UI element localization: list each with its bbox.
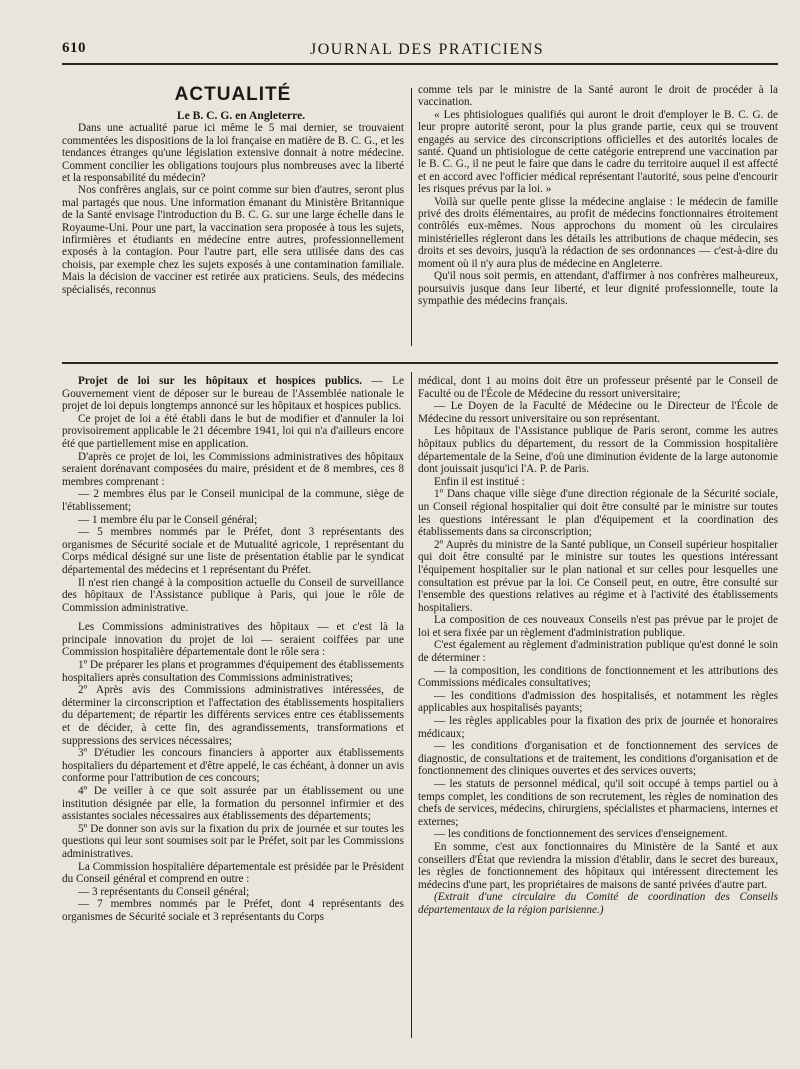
paragraph xyxy=(62,823,404,861)
paragraph xyxy=(418,828,778,841)
paragraph-text: 3º D'étudier les concours financiers à apporter aux établissements hospitaliers du département et d'être appelé, le cas échéant, à donner un avis conforme pour l'attribution de ces concours; xyxy=(62,747,404,785)
paragraph xyxy=(418,639,778,664)
paragraph-text: — les conditions d'admission des hospitalisés, et notamment les règles applicables aux hospitalisés payants; xyxy=(418,689,778,715)
rubric-title: ACTUALITÉ xyxy=(174,84,292,105)
paragraph xyxy=(418,375,778,400)
paragraph xyxy=(62,886,404,899)
actualite-right-column xyxy=(418,84,778,307)
paragraph xyxy=(62,747,404,785)
paragraph xyxy=(418,614,778,639)
paragraph-text: 1º Dans chaque ville siège d'une direction régionale de la Sécurité sociale, un Conseil régional hospitalier qui doit être consulté par le ministre sur toutes les questions intéressant le plan d'équipement et la coordination des établissements dans sa circonscription; xyxy=(418,488,778,539)
paragraph xyxy=(62,375,404,413)
section-title: Projet de loi sur les hôpitaux et hospices publics. xyxy=(78,375,363,387)
paragraph xyxy=(62,488,404,513)
paragraph xyxy=(418,488,778,538)
paragraph-text: Enfin il est institué : xyxy=(434,475,525,488)
paragraph xyxy=(62,526,404,576)
paragraph-text: (Extrait d'une circulaire du Comité de coordination des Conseils départementaux de la région parisienne.) xyxy=(418,891,778,916)
paragraph-text: — Le Gouvernement vient de déposer sur le bureau de l'Assemblée nationale le projet de loi depuis longtemps annoncé sur les hôpitaux et hospices publics. xyxy=(62,375,404,413)
page-header xyxy=(62,40,778,62)
paragraph xyxy=(418,476,778,489)
paragraph-text: Ce projet de loi a été établi dans le but de modifier et d'annuler la loi provisoirement applicable le 21 décembre 1941, loi qui n'a d'ailleurs encore été que partiellement mise en application. xyxy=(62,412,404,450)
paragraph xyxy=(62,861,404,886)
section-divider xyxy=(62,362,778,364)
paragraph: Qu'il nous soit permis, en attendant, d'affirmer à nos confrères malheureux, poursuivis jusque dans leur liberté, et leur dignité professionnelle, toute la sympathie des médecins français. xyxy=(418,270,778,307)
paragraph xyxy=(418,690,778,715)
header-rule xyxy=(62,63,778,65)
paragraph-text: En somme, c'est aux fonctionnaires du Ministère de la Santé et aux conseillers d'État que reviendra la mission d'établir, dans le secret des bureaux, les règles de fonctionnement des hôpitaux qui intéressent directement les médecins d'une part, les propriétaires de maisons de santé privées d'autre part. xyxy=(418,840,778,891)
paragraph xyxy=(62,898,404,923)
paragraph-text: — les conditions d'organisation et de fonctionnement des services de diagnostic, de consultations et de traitement, les conditions d'organisation et de fonctionnement des cliniques ouvertes et des services ouverts; xyxy=(418,740,778,778)
paragraph-text: D'après ce projet de loi, les Commissions administratives des hôpitaux seraient dorénavant composées du maire, président et de 8 membres, ces 8 membres comprenant : xyxy=(62,450,404,488)
paragraph: comme tels par le ministre de la Santé auront le droit de procéder à la vaccination. xyxy=(418,84,778,109)
paragraph-text: — les conditions de fonctionnement des services d'enseignement. xyxy=(434,828,728,841)
paragraph-text: — 3 représentants du Conseil général; xyxy=(78,885,250,898)
paragraph xyxy=(418,841,778,891)
paragraph-text: — les règles applicables pour la fixation des prix de journée et honoraires médicaux; xyxy=(418,715,778,740)
paragraph-text: — Le Doyen de la Faculté de Médecine ou le Directeur de l'École de Médecine du ressort universitaire ou son représentant. xyxy=(418,400,778,425)
column-divider xyxy=(411,372,412,1038)
paragraph xyxy=(62,659,404,684)
paragraph-text: médical, dont 1 au moins doit être un professeur présenté par le Conseil de Faculté ou de l'École de Médecine du ressort universitaire; xyxy=(418,375,778,400)
paragraph: Nos confrères anglais, sur ce point comme sur bien d'autres, seront plus mal partagés que nous. Une information émanant du Ministère Britannique de la Santé envisage l'introduction du B. C. G. sur une large échelle dans le Royaume-Uni. Pour une part, la vaccination sera proposée à tous les sujets, infirmières et étudiants en médecine entre autres, professionnellement exposés à la contagion. Pour l'autre part, elle sera utilisée dans des cas choisis, par exemple chez les sujets exposés à une contamination familiale. Mais la décision de vacciner est retirée aux praticiens. Seuls, des médecins spécialisés, reconnus xyxy=(62,184,404,296)
paragraph-text: — 2 membres élus par le Conseil municipal de la commune, siège de l'établissement; xyxy=(62,488,404,513)
paragraph-text: Les hôpitaux de l'Assistance publique de Paris seront, comme les autres hôpitaux publics du département, du ressort de la Commission hospitalière départementale de la Seine, d'où une diminution évidente de la large autonomie dont jouissait jusqu'ici l'A. P. de Paris. xyxy=(418,425,778,476)
paragraph xyxy=(62,451,404,489)
paragraph-text: 1º De préparer les plans et programmes d'équipement des établissements hospitaliers après consultation des Commissions administratives; xyxy=(62,659,404,684)
paragraph-text: Les Commissions administratives des hôpitaux — et c'est là la principale innovation du projet de loi — seraient coiffées par une Commission hospitalière départementale dont le rôle sera : xyxy=(62,621,404,659)
actualite-left-column xyxy=(62,110,404,296)
paragraph xyxy=(418,539,778,615)
column-divider xyxy=(411,88,412,346)
article-title: Le B. C. G. en Angleterre. xyxy=(176,109,306,122)
paragraph xyxy=(62,577,404,615)
paragraph-text: La composition de ces nouveaux Conseils n'est pas prévue par le projet de loi et sera fixée par un règlement d'administration publique. xyxy=(418,614,778,639)
paragraph xyxy=(418,891,778,916)
paragraph xyxy=(62,684,404,747)
paragraph-text: 5º De donner son avis sur la fixation du prix de journée et sur toutes les questions qui leur sont soumises soit par le Préfet, soit par les Commissions administratives. xyxy=(62,822,404,860)
projet-right-column xyxy=(418,375,778,917)
paragraph xyxy=(62,514,404,527)
paragraph-gap xyxy=(62,614,404,621)
paragraph-text: — 7 membres nommés par le Préfet, dont 4 représentants des organismes de Sécurité sociale et 3 représentants du Corps xyxy=(62,898,404,923)
paragraph xyxy=(62,785,404,823)
paragraph-text: — les statuts de personnel médical, qu'il soit occupé à temps partiel ou à temps complet, les conditions de son recrutement, les règles de nomination des chefs de services, médecins, chirurgiens, spécialistes et pharmaciens, internes et externes; xyxy=(418,778,778,828)
page-number: 610 xyxy=(62,40,86,56)
paragraph-text: 2º Après avis des Commissions administratives intéressées, de déterminer la circonscription et l'affectation des établissements hospitaliers du département; de répartir les différents services entre ces établissements et de décider, à cette fin, des agrandissements, transformations et suppressions des services nécessaires; xyxy=(62,684,404,747)
paragraph-text: 4º De veiller à ce que soit assurée par un établissement ou une institution désignée par elle, la formation du personnel infirmier et des assistantes sociales nécessaires aux établissements des départements; xyxy=(62,785,404,823)
paragraph xyxy=(418,715,778,740)
paragraph-text: — 1 membre élu par le Conseil général; xyxy=(78,513,258,526)
paragraph: Dans une actualité parue ici même le 5 mai dernier, se trouvaient commentées les dispositions de la loi française en matière de B. C. G., et les tendances étranges qu'une législation extensive donnait à notre médecine. Comment concilier les obligations toujours plus nombreuses avec la liberté et la responsabilité du médecin? xyxy=(62,122,404,185)
paragraph-text: — 5 membres nommés par le Préfet, dont 3 représentants des organismes de Sécurité sociale et de Mutualité agricole, 1 représentant du Corps médical désigné sur une liste de présentation établie par le syndicat départemental des médecins et 1 représentant du Préfet. xyxy=(62,526,404,576)
paragraph xyxy=(418,740,778,778)
paragraph xyxy=(418,665,778,690)
paragraph-text: Il n'est rien changé à la composition actuelle du Conseil de surveillance des hôpitaux de l'Assistance publique à Paris, qui joue le rôle de Commission administrative. xyxy=(62,576,404,614)
paragraph xyxy=(62,413,404,451)
paragraph-text: 2º Auprès du ministre de la Santé publique, un Conseil supérieur hospitalier qui doit être consulté par le ministre sur toutes les questions intéressant l'équipement hospitalier sur le plan national et sur celles pour lesquelles une consultation est prévue par la loi. Ce Conseil peut, en outre, être consulté sur l'ensemble des questions relatives au régime et à l'activité des établissements hospitaliers. xyxy=(418,538,778,614)
paragraph xyxy=(418,425,778,475)
paragraph-text: La Commission hospitalière départementale est présidée par le Président du Conseil général et comprend en outre : xyxy=(62,860,404,886)
paragraph: « Les phtisiologues qualifiés qui auront le droit d'employer le B. C. G. de leur propre autorité seront, pour la plus grande partie, ceux qui se trouvent engagés au service des circonscriptions officielles et des autorités locales de santé. Quand un phtisiologue de cette catégorie entreprend une vaccination par le B. C. G., il ne peut le faire que dans le cadre du territoire auquel il est affecté et en accord avec l'officier médical représentant l'autorité, sous peine d'encourir les risques prévus par la loi. » xyxy=(418,108,778,196)
paragraph-text: — la composition, les conditions de fonctionnement et les attributions des Commissions médicales consultatives; xyxy=(418,664,778,690)
paragraph xyxy=(418,400,778,425)
paragraph: Voilà sur quelle pente glisse la médecine anglaise : le médecin de famille privé des droits élémentaires, au profit de médecins fonctionnaires étroitement contrôlés eux-mêmes. Nous approchons du moment où les circulaires ministérielles régleront dans les détails les attributions de chaque médecin, ses droits et ses devoirs, jusqu'à la rédaction de ses ordonnances — c'est-à-dire du moment où il n'y aura plus de médecine en Angleterre. xyxy=(418,195,778,270)
paragraph-text: C'est également au règlement d'administration publique qu'est donné le soin de déterminer : xyxy=(418,639,778,665)
projet-left-column xyxy=(62,375,404,924)
journal-title: JOURNAL DES PRATICIENS xyxy=(310,41,545,58)
paragraph xyxy=(418,778,778,828)
paragraph xyxy=(62,621,404,659)
